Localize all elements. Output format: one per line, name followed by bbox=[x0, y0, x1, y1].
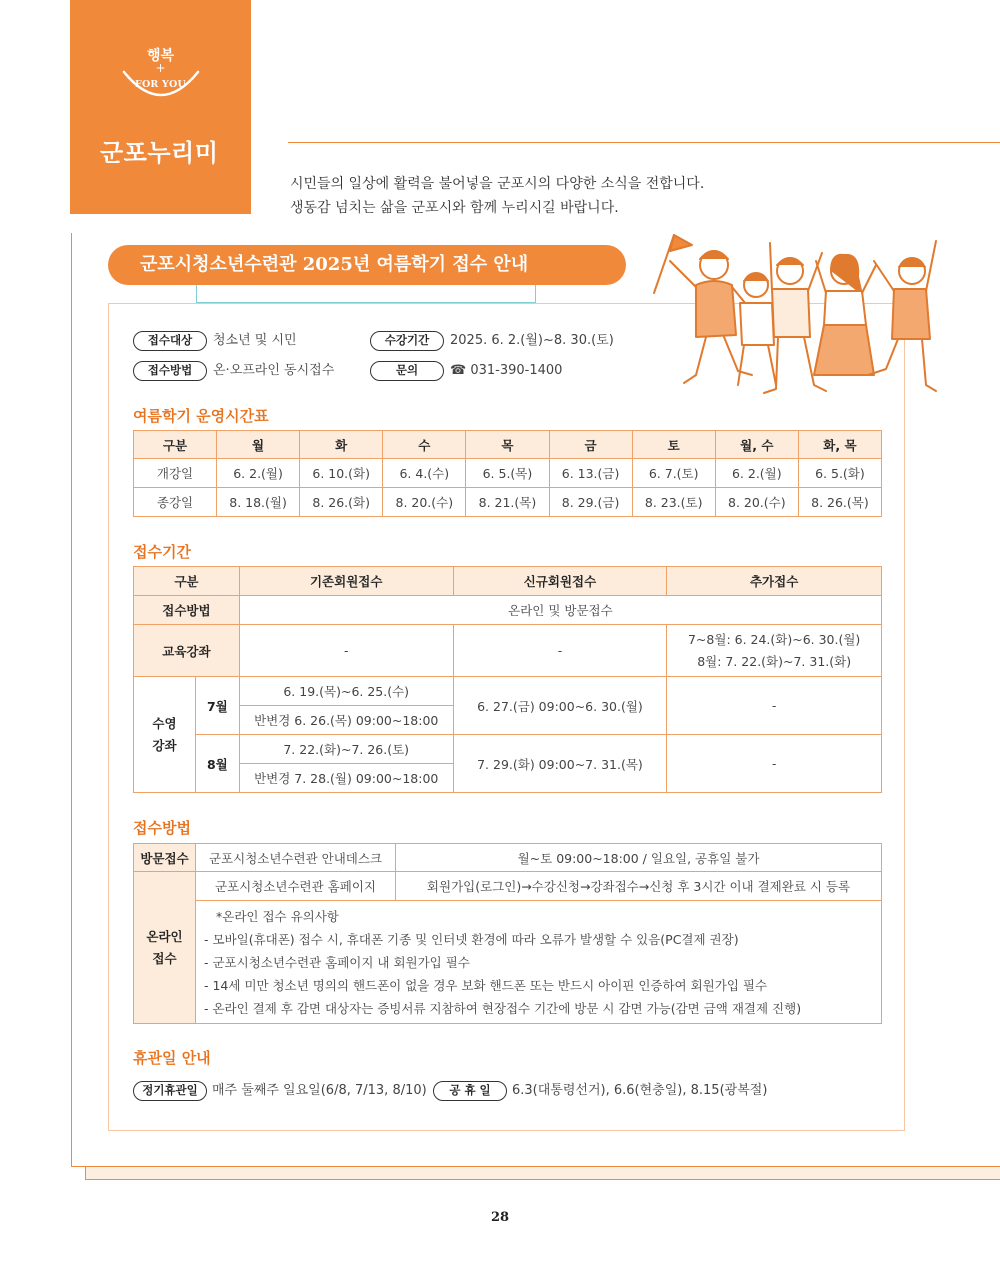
table-cell: 8. 29.(금) bbox=[549, 488, 632, 517]
reception-header: 기존회원접수 bbox=[239, 567, 453, 596]
table-cell: 6. 5.(목) bbox=[466, 459, 549, 488]
edu-new: - bbox=[453, 625, 667, 677]
schedule-header: 수 bbox=[383, 431, 466, 459]
schedule-header-row bbox=[134, 431, 882, 459]
logo-plus: + bbox=[155, 61, 166, 75]
reception-table bbox=[133, 566, 882, 793]
online-notes bbox=[196, 901, 882, 1024]
method-value: 온·오프라인 동시접수 bbox=[213, 363, 335, 378]
reception-header: 신규회원접수 bbox=[453, 567, 667, 596]
schedule-header: 금 bbox=[549, 431, 632, 459]
edu-extra-line-2: 8월: 7. 22.(화)~7. 31.(화) bbox=[697, 653, 852, 669]
reception-title: 접수기간 bbox=[133, 543, 191, 561]
table-cell: 6. 2.(월) bbox=[715, 459, 798, 488]
header-rule bbox=[288, 142, 1000, 143]
table-cell: 8. 21.(목) bbox=[466, 488, 549, 517]
visit-hours: 월~토 09:00~18:00 / 일요일, 공휴일 불가 bbox=[396, 844, 882, 872]
table-row bbox=[134, 488, 882, 517]
intro-line-1: 시민들의 일상에 활력을 불어넣을 군포시의 다양한 소식을 전합니다. bbox=[290, 176, 705, 192]
table-cell: 6. 10.(화) bbox=[300, 459, 383, 488]
connector-line bbox=[535, 285, 536, 303]
contact-value: ☎ 031-390-1400 bbox=[450, 363, 563, 378]
table-cell: 6. 2.(월) bbox=[217, 459, 300, 488]
target-value: 청소년 및 시민 bbox=[213, 333, 297, 348]
jul-existing-2: 반변경 6. 26.(목) 09:00~18:00 bbox=[239, 706, 453, 735]
reception-method-value: 온라인 및 방문접수 bbox=[239, 596, 881, 625]
regular-closed-label: 정기휴관일 bbox=[133, 1081, 207, 1101]
schedule-header: 화 bbox=[300, 431, 383, 459]
online-steps: 회원가입(로그인)→수강신청→강좌접수→신청 후 3시간 이내 결제완료 시 등록 bbox=[396, 872, 882, 901]
method-label: 접수방법 bbox=[133, 361, 207, 381]
period-label: 수강기간 bbox=[370, 331, 444, 351]
section-title: 군포누리미 bbox=[100, 139, 219, 167]
methods-title: 접수방법 bbox=[133, 819, 191, 837]
edu-existing: - bbox=[239, 625, 453, 677]
holiday-label: 공 휴 일 bbox=[433, 1081, 507, 1101]
table-row bbox=[134, 901, 882, 1024]
connector-line bbox=[196, 302, 536, 303]
table-row bbox=[134, 872, 882, 901]
swim-label-line-2: 강좌 bbox=[152, 737, 177, 753]
reception-header: 구분 bbox=[134, 567, 240, 596]
schedule-title: 여름학기 운영시간표 bbox=[133, 407, 269, 425]
closed-title: 휴관일 안내 bbox=[133, 1049, 211, 1067]
frame-bottom-rule bbox=[71, 1166, 1000, 1167]
table-cell: 6. 7.(토) bbox=[632, 459, 715, 488]
notice-title: 군포시청소년수련관 2025년 여름학기 접수 안내 bbox=[108, 245, 626, 285]
edu-label: 교육강좌 bbox=[134, 625, 240, 677]
holiday-value: 6.3(대통령선거), 6.6(현충일), 8.15(광복절) bbox=[512, 1083, 768, 1098]
schedule-header: 월 bbox=[217, 431, 300, 459]
schedule-header: 월, 수 bbox=[715, 431, 798, 459]
table-cell: 8. 23.(토) bbox=[632, 488, 715, 517]
table-cell: 6. 4.(수) bbox=[383, 459, 466, 488]
online-place: 군포시청소년수련관 홈페이지 bbox=[196, 872, 396, 901]
table-cell: 개강일 bbox=[134, 459, 217, 488]
visit-label: 방문접수 bbox=[134, 844, 196, 872]
edu-extra-line-1: 7~8월: 6. 24.(화)~6. 30.(월) bbox=[687, 631, 861, 647]
online-label-line-2: 접수 bbox=[152, 950, 177, 966]
table-row bbox=[134, 625, 882, 677]
table-cell: 8. 18.(월) bbox=[217, 488, 300, 517]
jul-existing-1: 6. 19.(목)~6. 25.(수) bbox=[239, 677, 453, 706]
online-notes-title: *온라인 접수 유의사항 bbox=[216, 908, 339, 924]
table-cell: 8. 20.(수) bbox=[715, 488, 798, 517]
logo-line2: FOR YOU bbox=[135, 79, 186, 90]
swim-label-line-1: 수영 bbox=[152, 715, 177, 731]
table-row bbox=[134, 677, 882, 706]
schedule-table bbox=[133, 430, 882, 517]
aug-existing-1: 7. 22.(화)~7. 26.(토) bbox=[239, 735, 453, 764]
page-number: 28 bbox=[490, 1210, 510, 1225]
reception-header: 추가접수 bbox=[667, 567, 882, 596]
table-cell: 6. 5.(화) bbox=[798, 459, 881, 488]
cheering-people-illustration bbox=[626, 225, 950, 405]
schedule-header: 목 bbox=[466, 431, 549, 459]
schedule-header: 구분 bbox=[134, 431, 217, 459]
table-row bbox=[134, 735, 882, 764]
period-value: 2025. 6. 2.(월)~8. 30.(토) bbox=[450, 333, 614, 348]
intro-text bbox=[290, 172, 704, 220]
jul-new: 6. 27.(금) 09:00~6. 30.(월) bbox=[453, 677, 667, 735]
table-cell: 8. 26.(목) bbox=[798, 488, 881, 517]
table-cell: 8. 20.(수) bbox=[383, 488, 466, 517]
jul-extra: - bbox=[667, 677, 882, 735]
connector-line bbox=[196, 285, 197, 303]
contact-label: 문의 bbox=[370, 361, 444, 381]
aug-existing-2: 반변경 7. 28.(월) 09:00~18:00 bbox=[239, 764, 453, 793]
regular-closed-value: 매주 둘째주 일요일(6/8, 7/13, 8/10) bbox=[212, 1083, 427, 1098]
schedule-header: 토 bbox=[632, 431, 715, 459]
table-cell: 종강일 bbox=[134, 488, 217, 517]
aug-label: 8월 bbox=[195, 735, 239, 793]
reception-method-label: 접수방법 bbox=[134, 596, 240, 625]
schedule-header: 화, 목 bbox=[798, 431, 881, 459]
table-row bbox=[134, 844, 882, 872]
edu-extra bbox=[667, 625, 882, 677]
online-note: - 14세 미만 청소년 명의의 핸드폰이 없을 경우 보화 핸드폰 또는 반드시 아이핀 인증하여 회원가입 필수 bbox=[204, 977, 768, 993]
aug-new: 7. 29.(화) 09:00~7. 31.(목) bbox=[453, 735, 667, 793]
online-label-line-1: 온라인 bbox=[146, 928, 183, 944]
frame-bottom-band bbox=[85, 1166, 1000, 1180]
table-cell: 6. 13.(금) bbox=[549, 459, 632, 488]
table-row bbox=[134, 596, 882, 625]
methods-table bbox=[133, 843, 882, 1024]
swim-label bbox=[134, 677, 196, 793]
logo-line1: 행복 bbox=[146, 48, 175, 64]
online-label bbox=[134, 872, 196, 1024]
intro-line-2: 생동감 넘치는 삶을 군포시와 함께 누리시길 바랍니다. bbox=[290, 200, 619, 216]
online-note: - 모바일(휴대폰) 접수 시, 휴대폰 기종 및 인터넷 환경에 따라 오류가 발생할 수 있음(PC결제 권장) bbox=[204, 931, 739, 947]
table-cell: 8. 26.(화) bbox=[300, 488, 383, 517]
aug-extra: - bbox=[667, 735, 882, 793]
reception-header-row bbox=[134, 567, 882, 596]
online-note: - 군포시청소년수련관 홈페이지 내 회원가입 필수 bbox=[204, 954, 470, 970]
online-note: - 온라인 결제 후 감면 대상자는 증빙서류 지참하여 현장접수 기간에 방문 시 감면 가능(감면 금액 재결제 진행) bbox=[204, 1000, 802, 1016]
table-row bbox=[134, 459, 882, 488]
frame-left-rule bbox=[71, 233, 72, 1166]
jul-label: 7월 bbox=[195, 677, 239, 735]
visit-place: 군포시청소년수련관 안내데스크 bbox=[196, 844, 396, 872]
target-label: 접수대상 bbox=[133, 331, 207, 351]
section-tab bbox=[70, 0, 251, 214]
